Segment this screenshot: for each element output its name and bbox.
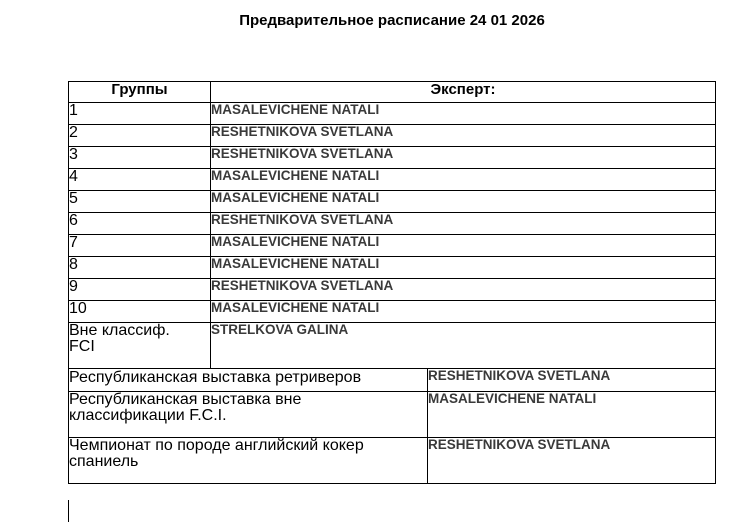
group-number: 7 bbox=[69, 235, 211, 257]
non-fci-label-line2: FCI bbox=[69, 338, 95, 355]
special-show-2-line1: Республиканская выставка вне bbox=[69, 391, 302, 408]
group-number: 4 bbox=[69, 169, 211, 191]
header-expert: Эксперт: bbox=[211, 82, 716, 103]
group-number: 9 bbox=[69, 279, 211, 301]
group-expert: RESHETNIKOVA SVETLANA bbox=[211, 125, 716, 147]
table-header-row bbox=[69, 82, 716, 103]
schedule-table bbox=[68, 81, 716, 484]
special-expert-2: MASALEVICHENE NATALI bbox=[428, 392, 716, 438]
special-show-2 bbox=[69, 392, 428, 438]
table-row bbox=[69, 147, 716, 169]
special-show-2-line2: классификации F.C.I. bbox=[69, 407, 227, 424]
table-row bbox=[69, 235, 716, 257]
group-number: 1 bbox=[69, 103, 211, 125]
table-row bbox=[69, 257, 716, 279]
header-groups: Группы bbox=[69, 82, 211, 103]
table-row-non-fci bbox=[69, 323, 716, 369]
group-expert: MASALEVICHENE NATALI bbox=[211, 257, 716, 279]
special-show-3-line1: Чемпионат по породе английский кокер bbox=[69, 437, 364, 454]
table-row bbox=[69, 213, 716, 235]
special-expert-3: RESHETNIKOVA SVETLANA bbox=[428, 438, 716, 484]
group-expert: MASALEVICHENE NATALI bbox=[211, 301, 716, 323]
group-number: 6 bbox=[69, 213, 211, 235]
table-row-special-3 bbox=[69, 438, 716, 484]
table-row-special-1 bbox=[69, 369, 716, 392]
group-expert: RESHETNIKOVA SVETLANA bbox=[211, 279, 716, 301]
table-row bbox=[69, 279, 716, 301]
group-number: 5 bbox=[69, 191, 211, 213]
special-show-3 bbox=[69, 438, 428, 484]
group-expert: RESHETNIKOVA SVETLANA bbox=[211, 147, 716, 169]
table-row bbox=[69, 103, 716, 125]
group-number: 10 bbox=[69, 301, 211, 323]
group-expert: RESHETNIKOVA SVETLANA bbox=[211, 213, 716, 235]
special-expert-1: RESHETNIKOVA SVETLANA bbox=[428, 369, 716, 392]
special-show-1: Республиканская выставка ретриверов bbox=[69, 369, 428, 392]
non-fci-expert: STRELKOVA GALINA bbox=[211, 323, 716, 369]
group-expert: MASALEVICHENE NATALI bbox=[211, 103, 716, 125]
table-row bbox=[69, 301, 716, 323]
document-title: Предварительное расписание 24 01 2026 bbox=[239, 12, 545, 29]
table-row-special-2 bbox=[69, 392, 716, 438]
non-fci-group-cell bbox=[69, 323, 211, 369]
group-number: 3 bbox=[69, 147, 211, 169]
special-show-3-line2: спаниель bbox=[69, 453, 139, 470]
table-row bbox=[69, 125, 716, 147]
group-number: 2 bbox=[69, 125, 211, 147]
table-edge-line bbox=[68, 500, 69, 522]
group-expert: MASALEVICHENE NATALI bbox=[211, 169, 716, 191]
group-expert: MASALEVICHENE NATALI bbox=[211, 191, 716, 213]
group-expert: MASALEVICHENE NATALI bbox=[211, 235, 716, 257]
non-fci-label-line1: Вне классиф. bbox=[69, 322, 170, 339]
group-number: 8 bbox=[69, 257, 211, 279]
table-row bbox=[69, 169, 716, 191]
table-row bbox=[69, 191, 716, 213]
